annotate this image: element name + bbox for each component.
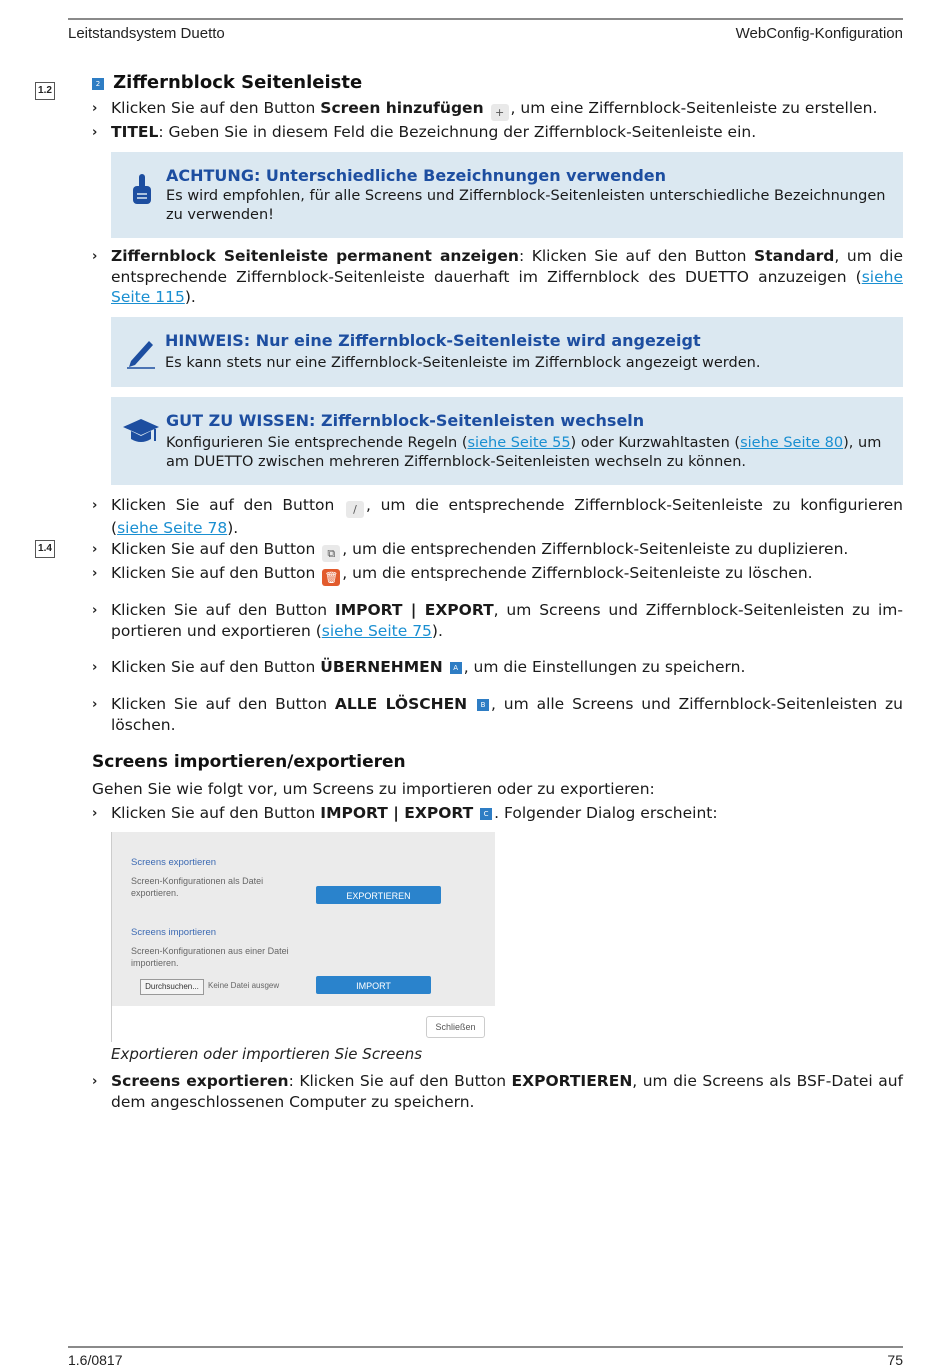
text: Konfigurieren Sie entsprechende Regeln ( <box>166 435 468 451</box>
bullet-icon: › <box>92 125 98 140</box>
header-left: Leitstandsystem Duetto <box>68 25 225 42</box>
text: , um die Einstellungen zu speichern. <box>463 658 746 676</box>
text: , um die entsprechende Ziffernblock-Seitenleiste dauerhaft im Ziffernblock des DUETTO anzuzeigen ( <box>111 247 904 286</box>
export-button[interactable]: EXPORTIEREN <box>316 886 441 904</box>
section-title: Ziffernblock Seitenleiste <box>113 72 363 93</box>
duplicate-icon: ⧉ <box>322 545 340 562</box>
import-text: Screen-Konfigurationen aus einer Datei importieren. <box>131 946 289 968</box>
step-badge: 2 <box>92 78 104 90</box>
file-status: Keine Datei ausgew <box>208 981 280 990</box>
bullet-icon: › <box>92 249 98 264</box>
export-text: Screen-Konfigurationen als Datei exportieren. <box>131 876 264 898</box>
text: ). <box>184 288 196 306</box>
bullet-icon: › <box>92 603 98 618</box>
bullet-icon: › <box>92 498 98 513</box>
step-badge: A <box>450 662 462 674</box>
list-item-import-export <box>111 600 903 641</box>
step-badge: C <box>480 808 492 820</box>
callout-title: HINWEIS: Nur eine Ziffernblock-Seitenleiste wird angezeigt <box>165 331 701 350</box>
list-item-delete <box>111 563 906 586</box>
text: : Klicken Sie auf den Button <box>288 1072 512 1090</box>
step-badge: B <box>477 699 489 711</box>
text: ). <box>431 621 443 640</box>
text: Klicken Sie auf den Button <box>111 695 335 713</box>
bold-text: IMPORT | EXPORT <box>334 601 494 619</box>
text: , um die entsprechende Ziffernblock-Seitenleiste zu löschen. <box>342 564 813 582</box>
bullet-icon: › <box>92 660 98 675</box>
text: ). <box>227 519 239 537</box>
footer-rule <box>68 1346 903 1348</box>
page-link[interactable]: siehe Seite 115 <box>111 267 903 306</box>
bullet-icon: › <box>92 1074 98 1089</box>
bold-text: ÜBERNEHMEN <box>320 658 443 676</box>
margin-tag-1-2: 1.2 <box>35 82 55 100</box>
close-button[interactable]: Schließen <box>426 1016 485 1038</box>
list-item-titel <box>111 122 906 143</box>
callout-gut-zu-wissen <box>111 397 903 485</box>
text: Klicken Sie auf den Button <box>111 99 321 117</box>
pencil-icon <box>125 335 157 373</box>
text: ), um am DUETTO zwischen mehreren Ziffernblock-Seitenleisten wechseln zu können. <box>166 435 882 470</box>
page-link[interactable]: siehe Seite 55 <box>467 435 571 451</box>
text: , um eine Ziffernblock-Seitenleiste zu erstellen. <box>510 99 878 117</box>
import-heading: Screens importieren <box>131 927 217 938</box>
section-title: Screens importieren/exportieren <box>92 752 406 772</box>
text: , um alle Screens und Ziffernblock-Seitenleisten zu löschen. <box>111 695 903 734</box>
list-item-export-step <box>111 1071 903 1112</box>
bold-text: Screens exportieren <box>111 1072 289 1090</box>
bold-text: Ziffernblock Seitenleiste permanent anzeigen <box>111 247 519 265</box>
text: : Klicken Sie auf den Button <box>518 247 755 265</box>
page-link[interactable]: siehe Seite 75 <box>321 621 432 640</box>
bullet-icon: › <box>92 542 98 557</box>
text: , um die Screens als BSF-Datei auf dem angeschlossenen Computer zu speichern. <box>111 1072 903 1111</box>
callout-hinweis <box>111 317 903 387</box>
export-heading: Screens exportieren <box>131 857 217 868</box>
text: Klicken Sie auf den Button <box>111 601 335 619</box>
list-item-add-screen <box>111 98 906 121</box>
page-link[interactable]: siehe Seite 80 <box>740 435 844 451</box>
bullet-icon: › <box>92 806 98 821</box>
figure-caption: Exportieren oder importieren Sie Screens <box>111 1045 423 1063</box>
text: Klicken Sie auf den Button <box>111 564 321 582</box>
list-item-permanent <box>111 246 903 308</box>
text: Klicken Sie auf den Button <box>111 658 321 676</box>
callout-title: GUT ZU WISSEN: Ziffernblock-Seitenleisten wechseln <box>166 411 645 430</box>
footer-version: 1.6/0817 <box>68 1352 123 1368</box>
text: , um die entsprechende Ziffernblock-Seitenleiste zu konfigurieren ( <box>111 496 903 537</box>
list-item-configure <box>111 495 903 539</box>
plus-icon: + <box>491 104 509 121</box>
import-button[interactable]: IMPORT <box>316 976 431 994</box>
callout-achtung <box>111 152 903 238</box>
browse-button[interactable]: Durchsuchen... <box>140 979 204 995</box>
callout-title: ACHTUNG: Unterschiedliche Bezeichnungen verwenden <box>166 166 667 185</box>
text: , um Screens und Ziffernblock-Seitenleisten zu im-portieren und exportieren ( <box>111 601 903 640</box>
page-number: 75 <box>887 1352 903 1368</box>
section-intro: Gehen Sie wie folgt vor, um Screens zu importieren oder zu exportieren: <box>92 780 655 798</box>
bold-text: IMPORT | EXPORT <box>320 804 474 822</box>
text: , um die entsprechenden Ziffernblock-Seitenleiste zu duplizieren. <box>342 540 849 558</box>
text: ) oder Kurzwahltasten ( <box>570 435 741 451</box>
section-heading <box>92 72 892 93</box>
text: Klicken Sie auf den Button <box>111 804 321 822</box>
edit-pencil-icon: / <box>346 501 364 518</box>
list-item-alle-loeschen <box>111 694 903 735</box>
text: Klicken Sie auf den Button <box>111 540 321 558</box>
header-right: WebConfig-Konfiguration <box>735 25 903 42</box>
bold-text: Standard <box>754 247 835 265</box>
text: Klicken Sie auf den Button <box>111 496 344 514</box>
bold-text: EXPORTIEREN <box>511 1072 633 1090</box>
text: . Folgender Dialog erscheint: <box>494 804 718 822</box>
graduation-cap-icon <box>121 417 161 451</box>
text: : Geben Sie in diesem Feld die Bezeichnung der Ziffernblock-Seitenleiste ein. <box>158 123 757 141</box>
bold-text: ALLE LÖSCHEN <box>334 695 468 713</box>
warning-hand-icon <box>129 172 155 212</box>
trash-icon: 🗑 <box>322 569 340 586</box>
list-item-uebernehmen <box>111 657 906 678</box>
page-link[interactable]: siehe Seite 78 <box>117 519 228 537</box>
bold-text: TITEL <box>111 123 159 141</box>
callout-body <box>166 434 891 472</box>
list-item-duplicate <box>111 539 906 562</box>
bullet-icon: › <box>92 566 98 581</box>
margin-tag-1-4: 1.4 <box>35 540 55 558</box>
list-item-import-export-dialog <box>111 803 906 824</box>
callout-body: Es kann stets nur eine Ziffernblock-Seitenleiste im Ziffernblock angezeigt werden. <box>165 355 761 371</box>
callout-body: Es wird empfohlen, für alle Screens und Ziffernblock-Seitenleisten unterschiedliche Bezeichnungen zu verwenden! <box>166 188 886 223</box>
bullet-icon: › <box>92 697 98 712</box>
bullet-icon: › <box>92 101 98 116</box>
header-rule <box>68 18 903 20</box>
bold-text: Screen hinzufügen <box>320 99 484 117</box>
